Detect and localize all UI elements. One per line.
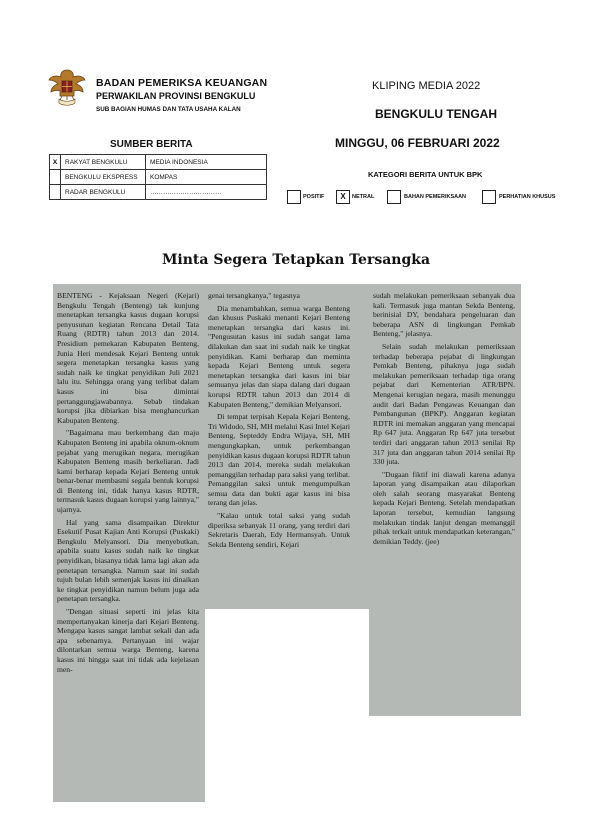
source-row: [50, 170, 267, 185]
category-label-positif: POSITIF: [303, 194, 325, 200]
category-label-netral: NETRAL: [352, 194, 375, 200]
organization-name: BADAN PEMERIKSA KEUANGAN: [96, 77, 268, 89]
source-name: RADAR BENGKULU: [61, 185, 146, 200]
news-clipping: [57, 252, 535, 812]
source-mark: [50, 185, 61, 200]
kategori-label: KATEGORI BERITA UNTUK BPK: [368, 170, 483, 179]
source-name: BENGKULU EKSPRESS: [61, 170, 146, 185]
article-paragraph: "Dengan situasi seperti ini jelas kita mempertanyakan kinerja dari Kejari Benteng. Mengapa kasus sangat lambat sekali dan ada apa sebenarnya. Pertanyaan ini wajar dilontarkan semua warga Benteng, karena kasus ini hingga saat ini tidak ada kejelasan men-: [57, 607, 199, 674]
article-paragraph: Dia menambahkan, semua warga Benteng dan khusus Puskaki menanti Kejari Benteng menetapkan tersangka dari kasus ini. "Pengusutan kasus ini sudah sangat lama dilakukan dan saat ini sudah naik ke tingkat penyidikan. Kami berharap dan meminta kepada Kejari Benteng untuk segera menetapkan tersangka dari kasus ini biar semuanya jelas dan siapa dalang dari dugaan korupsi RDTR tahun 2013 dan 2014 di Kabupaten Benteng," demikian Melyansori.: [208, 303, 350, 409]
article-paragraph: sudah melakukan pemeriksaan sebanyak dua kali. Termasuk juga mantan Sekda Benteng, berinisial DY, bendahara pengeluaran dan beberapa ASN di lingkungan Pemkab Benteng," jelasnya.: [373, 291, 515, 339]
garuda-emblem-icon: [48, 66, 86, 110]
category-checkbox-perhatian-khusus: [482, 190, 496, 204]
source-name: RAKYAT BENGKULU: [61, 155, 146, 170]
article-paragraph: genai tersangkanya," tegasnya: [208, 291, 300, 300]
article-paragraph: Selain sudah melakukan pemeriksaan terhadap beberapa pejabat di lingkungan Pemkab Benteng, pihaknya juga sudah melakukan pemeriksaan terhadap tiga orang pejabat dari Kementerian ATR/BPN. Mengenai kerugian negara, masih menunggu audit dari Badan Pengawas Keuangan dan Pembangunan (BPKP). Anggaran kegiatan RDTR ini memakan anggaran yang mencapai Rp 647 juta. Anggaran Rp 647 juta tersebut terdiri dari anggaran tahun 2013 senilai Rp 317 juta dan anggaran tahun 2014 senilai Rp 330 juta.: [373, 341, 515, 467]
source-name: MEDIA INDONESIA: [146, 155, 267, 170]
kliping-title: KLIPING MEDIA 2022: [372, 80, 481, 92]
source-mark: X: [50, 155, 61, 170]
article-column-3: [373, 291, 515, 711]
source-row: [50, 185, 267, 200]
source-row: [50, 155, 267, 170]
publication-date: MINGGU, 06 FEBRUARI 2022: [335, 136, 500, 150]
organization-branch: PERWAKILAN PROVINSI BENGKULU: [96, 91, 256, 101]
article-paragraph: "Kalau untuk total saksi yang sudah diperiksa sebanyak 11 orang, yang terdiri dari Sekretaris Daerah, Edy Hermansyah. Untuk Sekda Benteng sendiri, Kejari: [208, 511, 350, 549]
category-label-bahan-pemeriksaan: BAHAN PEMERIKSAAN: [404, 194, 467, 200]
category-checkbox-netral: X: [336, 190, 350, 204]
source-mark: [50, 170, 61, 185]
article-column-1: [57, 291, 199, 799]
article-headline: Minta Segera Tetapkan Tersangka: [161, 252, 431, 268]
sumber-berita-label: SUMBER BERITA: [110, 139, 193, 150]
article-paragraph: Hal yang sama disampaikan Direktur Esekutif Pusat Kajian Anti Korupsi (Puskaki) Bengkulu Melyansori. Dia menyebutkan, apabila suatu kasus sudah naik ke tingkat penyidikan, biasanya tidak lama lagi akan ada penetapan tersangka. Namun saat ini sudah tujuh bulan lebih semenjak kasus ini dinaikan ke tingkat penyidikan namun belum juga ada penetapan tersangka.: [57, 517, 199, 604]
article-paragraph: Di tempat terpisah Kepala Kejari Benteng, Tri Widodo, SH, MH melalui Kasi Intel Kejari Benteng, Septeddy Endra Wijaya, SH, MH mengungkapkan, untuk perkembangan penyidikan kasus dugaan korupsi RDTR tahun 2013 dan 2014, mereka sudah melakukan pemanggilan terhadap para saksi yang terlibat. Pemanggilan saksi untuk mengumpulkan semua data dan bukti agar kasus ini bisa terang dan jelas.: [208, 412, 350, 508]
article-paragraph: "Bagaimana mau berkembang dan maju Kabupaten Benteng ini apabila oknum-oknum pejabat yang merugikan negara, merugikan Kabupaten Benteng masih berkeliaran. Jadi kami berharap kepada Kejari Benteng untuk benar-benar membasmi segala bentuk korupsi di Benteng ini, tidak hanya kasus RDTR, termasuk kasus dugaan korupsi yang lainnya," ujarnya.: [57, 428, 199, 515]
source-name: ……………………………: [146, 185, 267, 200]
category-checkbox-positif: [287, 190, 301, 204]
category-checkbox-bahan-pemeriksaan: [387, 190, 401, 204]
source-name: KOMPAS: [146, 170, 267, 185]
source-table: [49, 154, 267, 200]
region-title: BENGKULU TENGAH: [375, 107, 497, 121]
article-column-2: [208, 291, 350, 605]
organization-unit: SUB BAGIAN HUMAS DAN TATA USAHA KALAN: [96, 106, 241, 113]
category-label-perhatian-khusus: PERHATIAN KHUSUS: [499, 194, 556, 200]
article-paragraph: BENTENG - Kejaksaan Negeri (Kejari) Bengkulu Tengah (Benteng) tak kunjung menetapkan tersangka kasus dugaan korupsi penyusunan kegiatan Rencana Detail Tata Ruang (RDTR) tahun 2013 dan 2014. Presidium pemekaran Kabupaten Benteng, Junia Heri mendesak Kejari Benteng untuk segera menetapkan tersangka kasus yang sudah naik ke tingkat penyidikan Juli 2021 lalu itu. Sehingga orang yang terlibat dalam kasus ini bisa dimintai pertanggungjawabannya. Sebab tindakan korupsi jika dibiarkan bisa menghancurkan Kabupaten Benteng.: [57, 291, 199, 425]
article-paragraph: "Dugaan fiktif ini diawali karena adanya laporan yang disampaikan atau dilaporkan oleh salah seorang masyarakat Benteng kepada Kejari Benteng. Setelah mendapatkan laporan tersebut, kemudian langsung melakukan tindak lanjut dengan memanggil pihak terkait untuk mendapatkan keterangan," demikian Teddy. (jee): [373, 469, 515, 546]
